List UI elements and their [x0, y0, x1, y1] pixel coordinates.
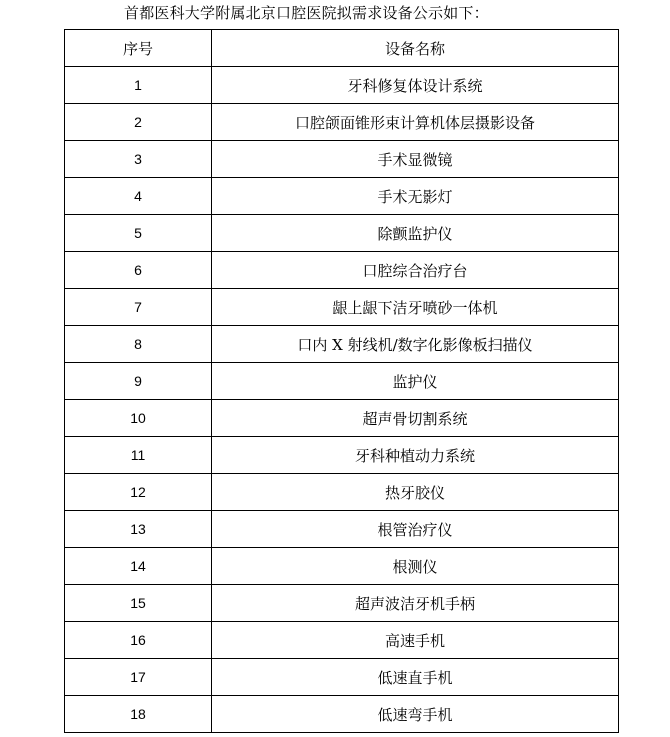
equipment-name-cell: 超声波洁牙机手柄 — [212, 585, 619, 622]
equipment-name-cell: 除颤监护仪 — [212, 215, 619, 252]
equipment-table — [64, 29, 619, 733]
equipment-name-cell: 热牙胶仪 — [212, 474, 619, 511]
table-row — [65, 659, 619, 696]
header-serial-number: 序号 — [65, 30, 212, 67]
equipment-name-cell: 根管治疗仪 — [212, 511, 619, 548]
serial-number-cell: 8 — [65, 326, 212, 363]
equipment-name-cell: 牙科种植动力系统 — [212, 437, 619, 474]
table-row — [65, 363, 619, 400]
serial-number-cell: 11 — [65, 437, 212, 474]
equipment-name-cell: 龈上龈下洁牙喷砂一体机 — [212, 289, 619, 326]
equipment-name-cell: 口腔综合治疗台 — [212, 252, 619, 289]
table-row — [65, 141, 619, 178]
serial-number-cell: 9 — [65, 363, 212, 400]
table-row — [65, 326, 619, 363]
equipment-name-cell: 低速直手机 — [212, 659, 619, 696]
equipment-name-cell: 高速手机 — [212, 622, 619, 659]
serial-number-cell: 12 — [65, 474, 212, 511]
table-body — [65, 67, 619, 733]
equipment-name-cell: 超声骨切割系统 — [212, 400, 619, 437]
serial-number-cell: 3 — [65, 141, 212, 178]
table-row — [65, 400, 619, 437]
serial-number-cell: 2 — [65, 104, 212, 141]
table-row — [65, 178, 619, 215]
serial-number-cell: 18 — [65, 696, 212, 733]
table-row — [65, 104, 619, 141]
table-row — [65, 696, 619, 733]
table-row — [65, 67, 619, 104]
table-row — [65, 252, 619, 289]
table-row — [65, 289, 619, 326]
equipment-name-cell: 低速弯手机 — [212, 696, 619, 733]
table-row — [65, 622, 619, 659]
table-row — [65, 437, 619, 474]
table-row — [65, 585, 619, 622]
equipment-name-cell: 根测仪 — [212, 548, 619, 585]
equipment-name-cell: 口腔颌面锥形束计算机体层摄影设备 — [212, 104, 619, 141]
serial-number-cell: 10 — [65, 400, 212, 437]
table-row — [65, 215, 619, 252]
header-row — [65, 30, 619, 67]
equipment-name-cell: 手术无影灯 — [212, 178, 619, 215]
serial-number-cell: 16 — [65, 622, 212, 659]
serial-number-cell: 17 — [65, 659, 212, 696]
serial-number-cell: 1 — [65, 67, 212, 104]
equipment-name-cell: 监护仪 — [212, 363, 619, 400]
serial-number-cell: 5 — [65, 215, 212, 252]
serial-number-cell: 13 — [65, 511, 212, 548]
serial-number-cell: 7 — [65, 289, 212, 326]
serial-number-cell: 14 — [65, 548, 212, 585]
equipment-name-cell: 口内 X 射线机/数字化影像板扫描仪 — [212, 326, 619, 363]
serial-number-cell: 15 — [65, 585, 212, 622]
serial-number-cell: 4 — [65, 178, 212, 215]
table-row — [65, 511, 619, 548]
intro-text: 首都医科大学附属北京口腔医院拟需求设备公示如下： — [124, 4, 489, 22]
serial-number-cell: 6 — [65, 252, 212, 289]
equipment-name-cell: 手术显微镜 — [212, 141, 619, 178]
equipment-name-cell: 牙科修复体设计系统 — [212, 67, 619, 104]
table-row — [65, 548, 619, 585]
table-row — [65, 474, 619, 511]
header-equipment-name: 设备名称 — [212, 30, 619, 67]
table-header — [65, 30, 619, 67]
